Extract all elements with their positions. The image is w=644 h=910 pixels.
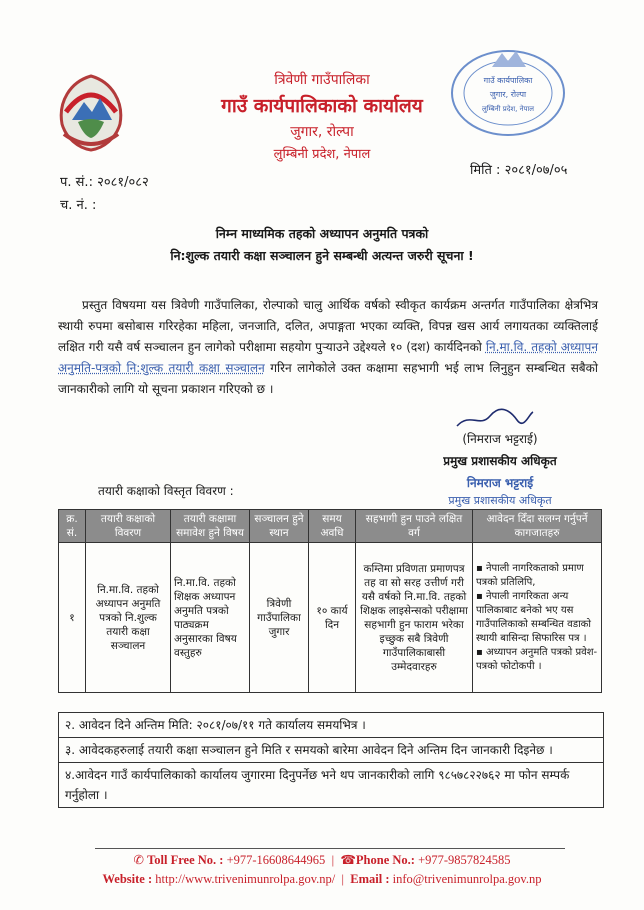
municipality-name: त्रिवेणी गाउँपालिका <box>274 72 370 88</box>
body-highlight: नि.मा.वि. तहको अध्यापन अनुमति-पत्रको नि:शुल्क तयारी कक्षा सञ्चालन <box>58 340 598 375</box>
handwritten-signature <box>455 408 535 430</box>
signature-stamp-title: प्रमुख प्रशासकीय अधिकृत <box>448 494 552 507</box>
cell-description: नि.मा.वि. तहको अध्यापन अनुमति पत्रको नि.शुल्क तयारी कक्षा सञ्चालन <box>86 543 171 693</box>
office-name: गाउँ कार्यपालिकाको कार्यालय <box>221 95 423 117</box>
subject-line-2: नि:शुल्क तयारी कक्षा सञ्चालन हुने सम्बन्धी अत्यन्त जरुरी सूचना ! <box>170 248 474 263</box>
body-text-2: गरिन लागेकोले उक्त कक्षामा सहभागी भई लाभ लिनुहुन सम्बन्धित सबैको जानकारीको लागि यो सूचना प्रकाशन गरिएको छ । <box>58 361 598 396</box>
letter-date: मिति : २०८१/०७/०५ <box>470 163 568 178</box>
cell-target: कम्तिमा प्रविणता प्रमाणपत्र तह वा सो सरह उत्तीर्ण गरी यसै वर्षको नि.मा.वि. तहको शिक्षक लाइसेन्सको परीक्षामा सहभागी हुन फाराम भरेका इच्छुक सबै त्रिवेणी गाउँपालिकाबासी उम्मेदवारहरु <box>356 543 473 693</box>
body-text-1: प्रस्तुत विषयमा यस त्रिवेणी गाउँपालिका, रोल्पाको चालु आर्थिक वर्षको स्वीकृत कार्यक्रम अन्तर्गत गाउँपालिका क्षेत्रभित्र स्थायी रुपमा बसोबास गरिरहेका महिला, जनजाति, दलित, अपाङ्गता भएका व्यक्ति, विपन्न खस आर्य लगायतका व्यक्तिलाई लक्षित गरी यसै वर्ष सञ्चालन हुन लागेको परीक्षामा सहयोग पुऱ्याउने उद्देश्यले १० (दश) कार्यदिनको <box>58 298 598 354</box>
notes-box <box>58 712 604 808</box>
cell-sn: १ <box>59 543 86 693</box>
signatory-title: प्रमुख प्रशासकीय अधिकृत <box>443 454 557 468</box>
email-label: Email : <box>350 872 390 886</box>
note-item: ३. आवेदकहरुलाई तयारी कक्षा सञ्चालन हुने मिति र समयको बारेमा आवेदन दिने अन्तिम दिन जानकारी दिइनेछ । <box>59 738 603 763</box>
cell-duration: १० कार्य दिन <box>309 543 356 693</box>
toll-free-label: Toll Free No. : <box>147 853 224 867</box>
table-row <box>59 543 602 693</box>
svg-text:जुगार, रोल्पा: जुगार, रोल्पा <box>489 90 527 99</box>
signature-stamp-name: निमराज भट्टराई <box>466 476 534 490</box>
footer-divider <box>95 848 565 849</box>
col-header-subjects: तयारी कक्षामा समावेश हुने विषय <box>171 510 250 543</box>
email-link[interactable]: info@trivenimunrolpa.gov.np <box>392 872 542 886</box>
note-item: २. आवेदन दिने अन्तिम मिति: २०८१/०७/११ गते कार्यालय समयभित्र । <box>59 713 603 738</box>
phone-label: Phone No.: <box>355 853 415 867</box>
toll-free-value: +977-16608644965 <box>226 853 326 867</box>
phone-icon: ✆ <box>133 853 144 867</box>
subject-line-1: निम्न माध्यमिक तहको अध्यापन अनुमति पत्रको <box>215 226 429 241</box>
document-item: ▪ नेपाली नागरिकता अन्य पालिकाबाट बनेको भए यस गाउँपालिकाको सम्बन्धित वडाको स्थायी बासिन्दा सिफारिस पत्र । <box>476 590 591 644</box>
svg-text:गाउँ कार्यपालिका: गाउँ कार्यपालिका <box>483 76 533 85</box>
cell-venue: त्रिवेणी गाउँपालिका जुगार <box>250 543 309 693</box>
phone-value: +977-9857824585 <box>418 853 511 867</box>
cell-subjects: नि.मा.वि. तहको शिक्षक अध्यापन अनुमति पत्रको पाठ्यक्रम अनुसारका विषय वस्तुहरु <box>171 543 250 693</box>
dispatch-number: च. नं. : <box>60 198 97 213</box>
signatory-name: (निमराज भट्टराई) <box>462 432 538 446</box>
col-header-description: तयारी कक्षाको विवरण <box>86 510 171 543</box>
footer-contact-line: ✆ Toll Free No. : +977-16608644965 | ☎Phone No.: +977-9857824585 <box>133 853 511 867</box>
office-address: जुगार, रोल्पा <box>290 124 354 140</box>
details-heading: तयारी कक्षाको विस्तृत विवरण : <box>98 484 234 498</box>
website-link[interactable]: http://www.trivenimunrolpa.gov.np/ <box>155 872 336 886</box>
website-label: Website : <box>102 872 153 886</box>
table-header-row <box>59 510 602 543</box>
footer-web-line: Website : http://www.trivenimunrolpa.gov.np/ | Email : info@trivenimunrolpa.gov.np <box>102 872 542 886</box>
telephone-icon: ☎ <box>340 853 356 867</box>
document-item: ▪ नेपाली नागरिकताको प्रमाण पत्रको प्रतिलिपि, <box>476 562 584 588</box>
svg-text:लुम्बिनी प्रदेश, नेपाल: लुम्बिनी प्रदेश, नेपाल <box>481 105 535 113</box>
office-province: लुम्बिनी प्रदेश, नेपाल <box>273 147 371 162</box>
cell-documents <box>473 543 602 693</box>
col-header-documents: आवेदन दिँदा सलग्न गर्नुपर्ने कागजातहरु <box>473 510 602 543</box>
col-header-venue: सञ्चालन हुने स्थान <box>250 510 309 543</box>
col-header-duration: समय अवधि <box>309 510 356 543</box>
col-header-target: सहभागी हुन पाउने लक्षित वर्ग <box>356 510 473 543</box>
notice-body <box>58 295 598 400</box>
reference-number: प. सं.: २०८१/०८२ <box>60 175 149 190</box>
document-item: ▪ अध्यापन अनुमति पत्रको प्रवेश-पत्रको फोटोकपी । <box>476 646 598 672</box>
col-header-sn: क्र. सं. <box>59 510 86 543</box>
note-item: ४.आवेदन गाउँ कार्यपालिकाको कार्यालय जुगारमा दिनुपर्नेछ भने थप जानकारीको लागि ९८५७८२२७६२ मा फोन सम्पर्क गर्नुहोला । <box>65 768 570 802</box>
details-table <box>58 509 602 693</box>
